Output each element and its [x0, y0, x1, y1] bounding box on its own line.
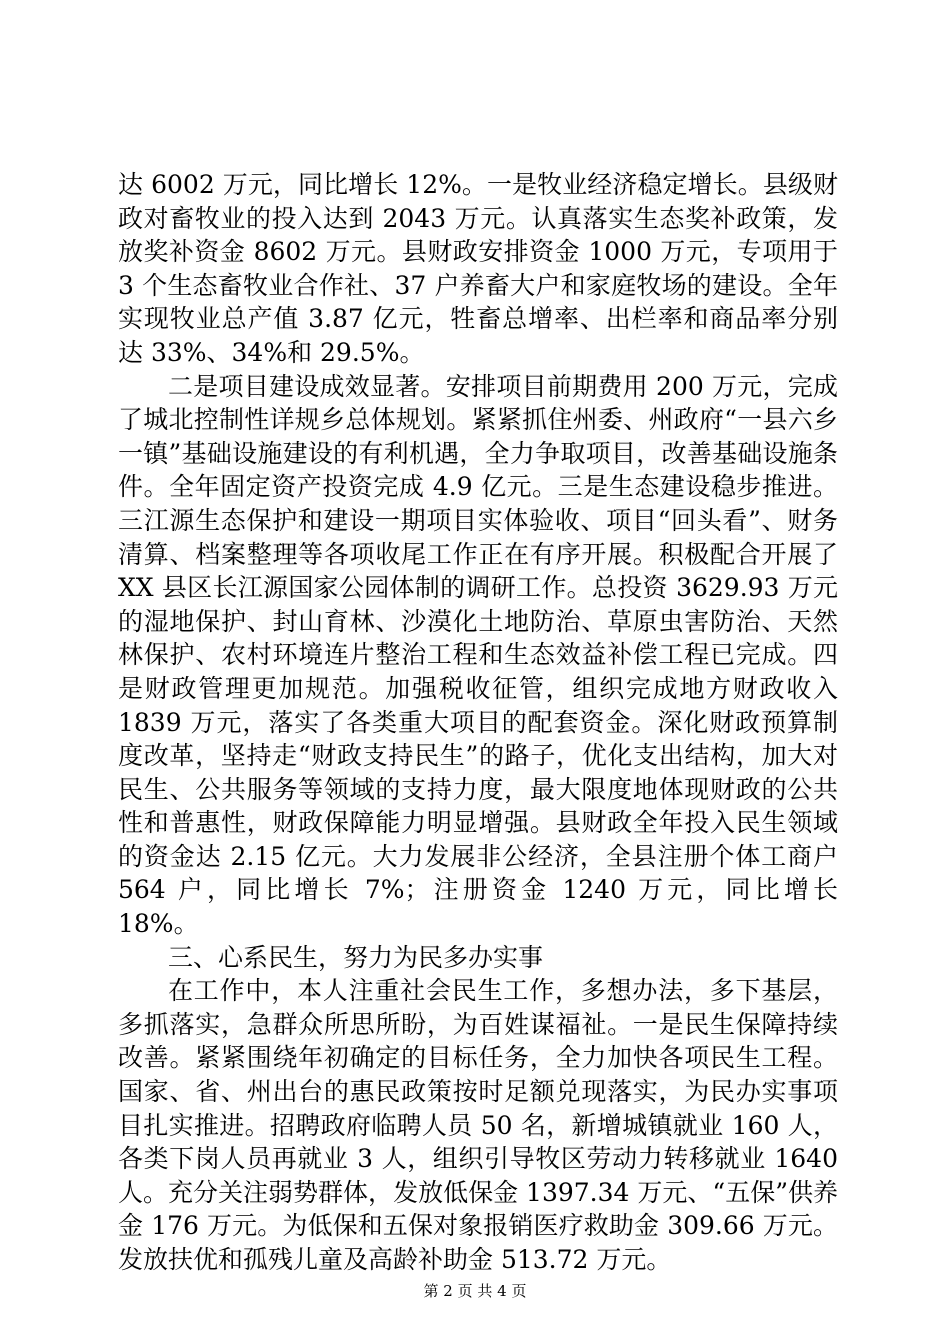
page-number-footer: 第 2 页 共 4 页 — [423, 1282, 527, 1300]
paragraph-project-construction: 二是项目建设成效显著。安排项目前期费用 200 万元，完成了城北控制性详规乡总体规划。紧紧抓住州委、州政府“一县六乡一镇”基础设施建设的有利机遇，全力争取项目，改善基础设施条件。全年固定资产投资完成 4.9 亿元。三是生态建设稳步推进。三江源生态保护和建设一期项目实体验收、项目“回头看”、财务清算、档案整理等各项收尾工作正在有序开展。积极配合开展了 XX 县区长江源国家公园体制的调研工作。总投资 3629.93 万元的湿地保护、封山育林、沙漠化土地防治、草原虫害防治、天然林保护、农村环境连片整治工程和生态效益补偿工程已完成。四是财政管理更加规范。加强税收征管，组织完成地方财政收入 1839 万元，落实了各类重大项目的配套资金。深化财政预算制度改革，坚持走“财政支持民生”的路子，优化支出结构，加大对民生、公共服务等领域的支持力度，最大限度地体现财政的公共性和普惠性，财政保障能力明显增强。县财政全年投入民生领域的资金达 2.15 亿元。大力发展非公经济，全县注册个体工商户 564 户，同比增长 7%；注册资金 1240 万元，同比增长 18%。 — [118, 371, 838, 939]
paragraph-livelihood-work: 在工作中，本人注重社会民生工作，多想办法，多下基层，多抓落实，急群众所思所盼，为百姓谋福祉。一是民生保障持续改善。紧紧围绕年初确定的目标任务，全力加快各项民生工程。国家、省、州出台的惠民政策按时足额兑现落实，为民办实事项目扎实推进。招聘政府临聘人员 50 名，新增城镇就业 160 人，各类下岗人员再就业 3 人，组织引导牧区劳动力转移就业 1640 人。充分关注弱势群体，发放低保金 1397.34 万元、“五保”供养金 176 万元。为低保和五保对象报销医疗救助金 309.66 万元。发放扶优和孤残儿童及高龄补助金 513.72 万元。 — [118, 976, 838, 1274]
paragraph-livestock-economy: 达 6002 万元，同比增长 12%。一是牧业经济稳定增长。县级财政对畜牧业的投入达到 2043 万元。认真落实生态奖补政策，发放奖补资金 8602 万元。县财政安排资金 1000 万元，专项用于 3 个生态畜牧业合作社、37 户养畜大户和家庭牧场的建设。全年实现牧业总产值 3.87 亿元，牲畜总增率、出栏率和商品率分别达 33%、34%和 29.5%。 — [118, 170, 838, 367]
section-heading-livelihood: 三、心系民生，努力为民多办实事 — [168, 942, 544, 972]
document-body — [118, 168, 838, 1277]
